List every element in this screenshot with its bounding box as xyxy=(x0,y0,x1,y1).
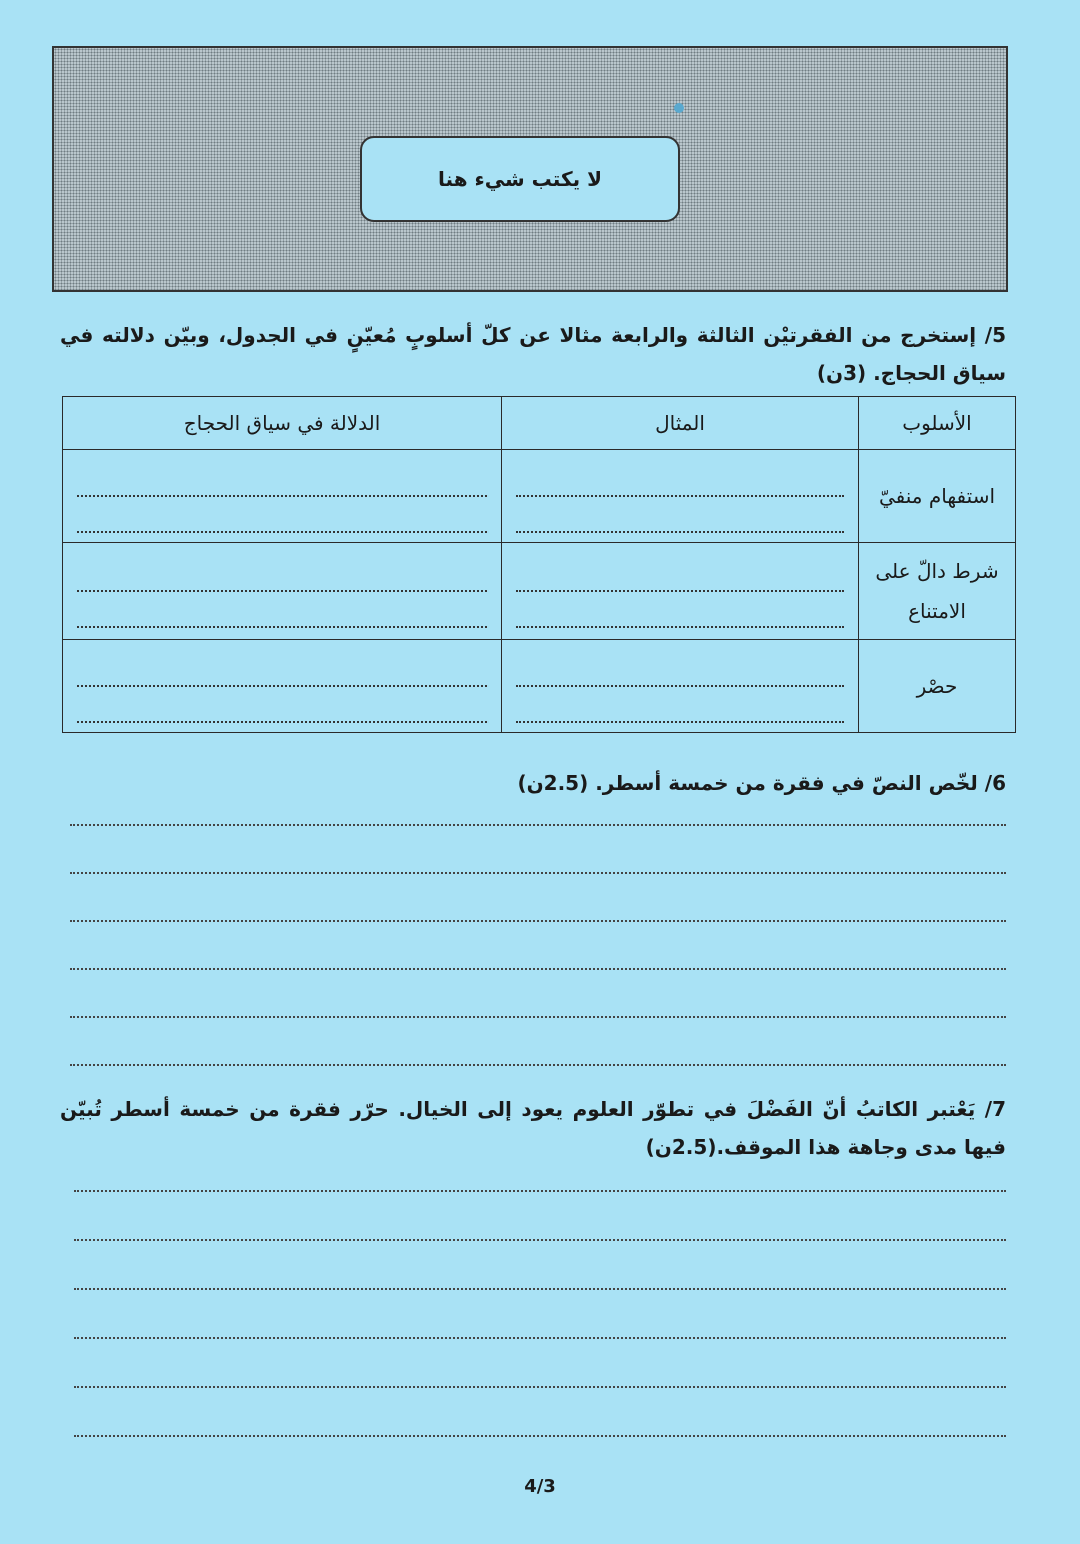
example-answer-field[interactable] xyxy=(502,450,859,543)
page-number: 4/3 xyxy=(524,1476,556,1497)
table-header-example: المثال xyxy=(502,397,859,450)
table-header-style: الأسلوب xyxy=(859,397,1016,450)
meaning-answer-field[interactable] xyxy=(63,640,502,733)
table-header-meaning: الدلالة في سياق الحجاج xyxy=(63,397,502,450)
styles-table xyxy=(62,396,1016,733)
example-answer-field[interactable] xyxy=(502,543,859,640)
style-cell: شرط دالّ على الامتناع xyxy=(859,543,1016,640)
question-7-answer-area[interactable] xyxy=(74,1190,1006,1437)
ink-dot xyxy=(674,103,684,113)
question-6-text: 6/ لخّص النصّ في فقرة من خمسة أسطر. (2.5ن) xyxy=(517,771,1006,795)
table-row xyxy=(63,450,1016,543)
style-cell: استفهام منفيّ xyxy=(859,450,1016,543)
example-answer-field[interactable] xyxy=(502,640,859,733)
meaning-answer-field[interactable] xyxy=(63,543,502,640)
style-cell: حصْر xyxy=(859,640,1016,733)
question-6-answer-area[interactable] xyxy=(70,824,1006,1066)
table-row xyxy=(63,543,1016,640)
question-7-text: 7/ يَعْتبر الكاتبُ أنّ الفَضْلَ في تطوّر العلوم يعود إلى الخيال. حرّر فقرة من خمسة أسطر تُبيّن فيها مدى وجاهة هذا الموقف.(2.5ن) xyxy=(60,1097,1006,1159)
meaning-answer-field[interactable] xyxy=(63,450,502,543)
table-row xyxy=(63,640,1016,733)
question-5-text: 5/ إستخرج من الفقرتيْن الثالثة والرابعة مثالا عن كلّ أسلوبٍ مُعيّنٍ في الجدول، وبيّن دلالته في سياق الحجاج. (3ن) xyxy=(60,323,1006,385)
no-write-label: لا يكتب شيء هنا xyxy=(360,136,680,222)
no-write-zone xyxy=(52,46,1008,292)
